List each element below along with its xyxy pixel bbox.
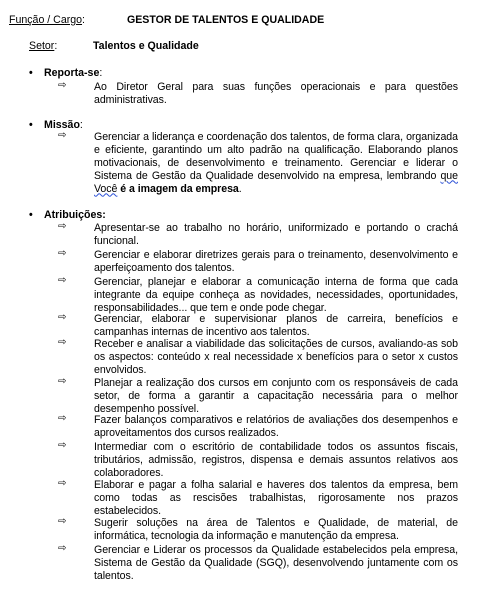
list-item: ⇨ Sugerir soluções na área de Talentos e Qualidade, de material, de informática, tecnologia da informação e manutenção da empresa.	[58, 516, 458, 542]
arrow-right-outline-icon: ⇨	[58, 516, 67, 527]
bullet-icon: •	[29, 119, 33, 131]
missao-title: Missão	[44, 119, 80, 131]
arrow-right-outline-icon: ⇨	[58, 413, 67, 424]
list-item: ⇨ Elaborar e pagar a folha salarial e haveres dos talentos da empresa, bem como todas as rescisões trabalhistas, rigorosamente nos prazos estabelecidos.	[58, 478, 458, 517]
missao-text: Gerenciar a liderança e coordenação dos talentos, de forma clara, organizada e eficiente, garantindo um alto padrão na qualificação. Elaborando planos motivacionais, de desenvolvimento e treinamento. Gerenciar e liderar o Sistema de Gestão da Qualidade desenvolvido na empresa, lembrando que Você é a imagem da empresa.	[94, 131, 458, 195]
list-item: ⇨ Gerenciar e elaborar diretrizes gerais para o treinamento, desenvolvimento e aperfeiçoamento dos talentos.	[58, 248, 458, 274]
arrow-right-outline-icon: ⇨	[58, 80, 67, 91]
spellcheck-underline: que Você	[94, 169, 458, 195]
document-page: Função / Cargo: GESTOR DE TALENTOS E QUALIDADE Setor: Talentos e Qualidade • Reporta-se: ⇨ Ao Diretor Geral para suas funções operacionais e para questões administrativas. • Missão: ⇨ Gerenciar a liderança e coordenação dos talentos, de forma clara, organizada e eficiente, garantindo um alto padrão na qualificação. Elaborando planos motivacionais, de desenvolvimento e treinamento. Gerenciar e liderar o Sistema de Gestão da Qualidade desenvolvido na empresa, lembrando que Você é a imagem da empresa. • Atribuições: ⇨ Apresentar-se ao trabalho no horário, uniformizado e portando o crachá funcional. ⇨ Gerenciar e elaborar diretrizes gerais para o treinamento, desenvolvimento e aperfeiçoamento dos talentos. ⇨ Gerenciar, planejar e elaborar a comunicação interna de forma que cada integrante da equipe conheça as novidades, necessidades, oportunidades, responsabilidades... que tem e onde pode chegar. ⇨ Gerenciar, elaborar e supervisionar planos de carreira, benefícios e campanhas internas de incentivo aos talentos. ⇨ Receber e analisar a viabilidade das solicitações de cursos, avaliando-as sob os aspectos: conteúdo x real necessidade x benefícios para o setor x custos envolvidos. ⇨ Planejar a realização dos cursos em conjunto com os responsáveis de cada setor, de forma a garantir a capacitação necessária para o melhor desempenho possível. ⇨ Fazer balanços comparativos e relatórios de avaliações dos desempenhos e aproveitamentos dos cursos realizados. ⇨ Intermediar com o escritório de contabilidade todos os assuntos fiscais, tributários, admissão, registros, dispensa e demais assuntos relativos aos colaboradores. ⇨ Elaborar e pagar a folha salarial e haveres dos talentos da empresa, bem como todas as rescisões trabalhistas, rigorosamente nos prazos estabelecidos. ⇨ Sugerir soluções na área de Talentos e Qualidade, de material, de informática, tecnologia da informação e manutenção da empresa. ⇨ Gerenciar e Liderar os processos da Qualidade estabelecidos pela empresa, Sistema de Gestão da Qualidade (SGQ), desenvolvendo juntamente com os talentos.	[0, 0, 500, 600]
bullet-icon: •	[29, 209, 33, 221]
list-item: ⇨ Intermediar com o escritório de contabilidade todos os assuntos fiscais, tributários, admissão, registros, dispensa e demais assuntos relativos aos colaboradores.	[58, 440, 458, 479]
bullet-icon: •	[29, 67, 33, 79]
atribuicoes-title: Atribuições:	[44, 209, 106, 221]
sector-value: Talentos e Qualidade	[93, 40, 199, 52]
arrow-right-outline-icon: ⇨	[58, 130, 67, 141]
list-item: ⇨ Apresentar-se ao trabalho no horário, uniformizado e portando o crachá funcional.	[58, 221, 458, 247]
sector-label: Setor:	[29, 40, 58, 52]
arrow-right-outline-icon: ⇨	[58, 248, 67, 259]
list-item: ⇨ Gerenciar e Liderar os processos da Qualidade estabelecidos pela empresa, Sistema de Gestão da Qualidade (SGQ), desenvolvendo juntamente com os talentos.	[58, 543, 458, 582]
arrow-right-outline-icon: ⇨	[58, 337, 67, 348]
job-title-row	[9, 14, 490, 28]
list-item: ⇨ Planejar a realização dos cursos em conjunto com os responsáveis de cada setor, de forma a garantir a capacitação necessária para o melhor desempenho possível.	[58, 376, 458, 415]
job-title-label: Função / Cargo:	[9, 14, 85, 26]
arrow-right-outline-icon: ⇨	[58, 440, 67, 451]
arrow-right-outline-icon: ⇨	[58, 543, 67, 554]
arrow-right-outline-icon: ⇨	[58, 312, 67, 323]
arrow-right-outline-icon: ⇨	[58, 221, 67, 232]
job-title-value: GESTOR DE TALENTOS E QUALIDADE	[127, 14, 325, 26]
list-item: ⇨ Gerenciar, elaborar e supervisionar planos de carreira, benefícios e campanhas internas de incentivo aos talentos.	[58, 312, 458, 338]
list-item: ⇨ Fazer balanços comparativos e relatórios de avaliações dos desempenhos e aproveitamentos dos cursos realizados.	[58, 413, 458, 439]
list-item: ⇨ Gerenciar, planejar e elaborar a comunicação interna de forma que cada integrante da equipe conheça as novidades, necessidades, oportunidades, responsabilidades... que tem e onde pode chegar.	[58, 275, 458, 314]
missao-item	[58, 131, 458, 196]
arrow-right-outline-icon: ⇨	[58, 275, 67, 286]
sector-row	[29, 40, 490, 54]
list-item: ⇨ Receber e analisar a viabilidade das solicitações de cursos, avaliando-as sob os aspectos: conteúdo x real necessidade x benefícios para o setor x custos envolvidos.	[58, 337, 458, 376]
arrow-right-outline-icon: ⇨	[58, 376, 67, 387]
reporta-item: ⇨ Ao Diretor Geral para suas funções operacionais e para questões administrativas.	[58, 80, 458, 106]
arrow-right-outline-icon: ⇨	[58, 478, 67, 489]
reporta-title: Reporta-se	[44, 67, 100, 79]
